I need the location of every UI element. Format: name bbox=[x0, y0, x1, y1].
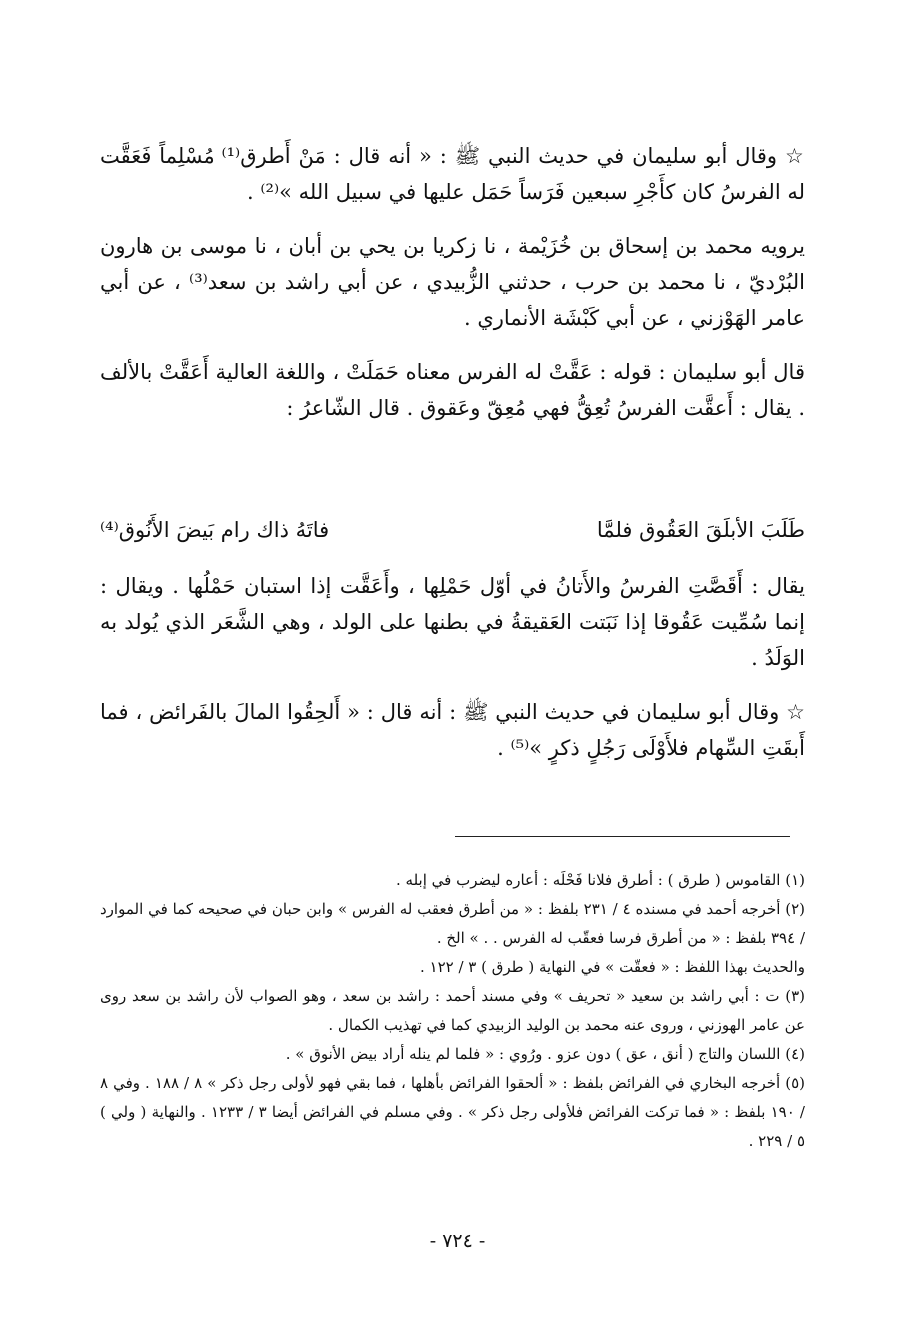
footnote-1: (١) القاموس ( طرق ) : أطرق فلانا فَحْلَه : أعاره ليضرب في إبله . bbox=[395, 871, 805, 889]
lower-text bbox=[100, 568, 805, 766]
footnote-divider bbox=[455, 836, 790, 837]
verse-first-hemistich: طَلَبَ الأبلَقَ العَقُوق فلمَّا bbox=[596, 518, 805, 542]
footnote-3: (٣) ت : أبي راشد بن سعيد « تحريف » وفي مسند أحمد : راشد بن سعد ، وهو الصواب لأن راشد بن سعد روى عن عامر الهوزني ، وروى عنه محمد بن الوليد الزبيدي كما في تهذيب الكمال . bbox=[100, 987, 805, 1034]
footnotes bbox=[100, 866, 805, 1156]
paragraph-hadith-2: ☆ وقال أبو سليمان في حديث النبي ﷺ : أنه قال : « أَلحِقُوا المالَ بالفَرائض ، فما أَبقَتِ السِّهام فلأَوْلَى رَجُلٍ ذكرٍ »⁽⁵⁾ . bbox=[100, 700, 805, 760]
footnote-2-continued: والحديث بهذا اللفظ : « فعقّت » في النهاية ( طرق ) ٣ / ١٢٢ . bbox=[419, 958, 805, 976]
footnote-4: (٤) اللسان والتاج ( أنق ، عق ) دون عزو . ورُوي : « فلما لم ينله أراد بيض الأنوق » . bbox=[285, 1045, 805, 1063]
paragraph-hadith-1: ☆ وقال أبو سليمان في حديث النبي ﷺ : « أنه قال : مَنْ أَطرق⁽¹⁾ مُسْلِماً فَعَقَّت له الفرسُ كان كأَجْرِ سبعين فَرَساً حَمَل عليها في سبيل الله »⁽²⁾ . bbox=[100, 144, 806, 204]
paragraph-commentary: قال أبو سليمان : قوله : عَقَّتْ له الفرس معناه حَمَلَتْ ، واللغة العالية أَعَقَّتْ بالألف . يقال : أَعقَّت الفرسُ تُعِقُّ فهي مُعِقّ وعَقوق . قال الشّاعرُ : bbox=[100, 360, 805, 420]
paragraph-explanation: يقال : أَقَصَّتِ الفرسُ والأَتانُ في أوّل حَمْلِها ، وأَعَقَّت إذا استبان حَمْلُها . ويقال : إنما سُمِّيت عَقُوقا إذا نَبَتت العَقيقةُ في بطنها على الولد ، وهي الشَّعَر الذي يُولد به الوَلَدُ . bbox=[100, 574, 805, 670]
paragraph-isnad: يرويه محمد بن إسحاق بن خُزَيْمة ، نا زكريا بن يحي بن أبان ، نا موسى بن هارون البُرْديّ ، نا محمد بن حرب ، حدثني الزُّبيدي ، عن أبي راشد بن سعد⁽³⁾ ، عن أبي عامر الهَوْزني ، عن أبي كَبْشَة الأنماري . bbox=[100, 234, 805, 330]
page-number: - ٧٢٤ - bbox=[429, 1230, 486, 1252]
footnote-5: (٥) أخرجه البخاري في الفرائض بلفظ : « ألحقوا الفرائض بأهلها ، فما بقي فهو لأولى رجل ذكر » ٨ / ١٨٨ . وفي ٨ / ١٩٠ بلفظ : « فما تركت الفرائض فلأولى رجل ذكر » . وفي مسلم في الفرائض أيضا ٣ / ١٢٣٣ . والنهاية ( ولي ) ٥ / ٢٢٩ . bbox=[100, 1074, 805, 1150]
main-text bbox=[100, 138, 805, 426]
poetry-verse bbox=[100, 512, 805, 548]
footnote-2: (٢) أخرجه أحمد في مسنده ٤ / ٢٣١ بلفظ : « من أطرق فعقب له الفرس » وابن حبان في صحيحه كما في الموارد / ٣٩٤ بلفظ : « من أطرق فرسا فعقّب له الفرس . . » الخ . bbox=[100, 900, 805, 947]
verse-second-hemistich: فاتَهُ ذاك رام بَيضَ الأَنُوق⁽⁴⁾ bbox=[100, 518, 330, 542]
